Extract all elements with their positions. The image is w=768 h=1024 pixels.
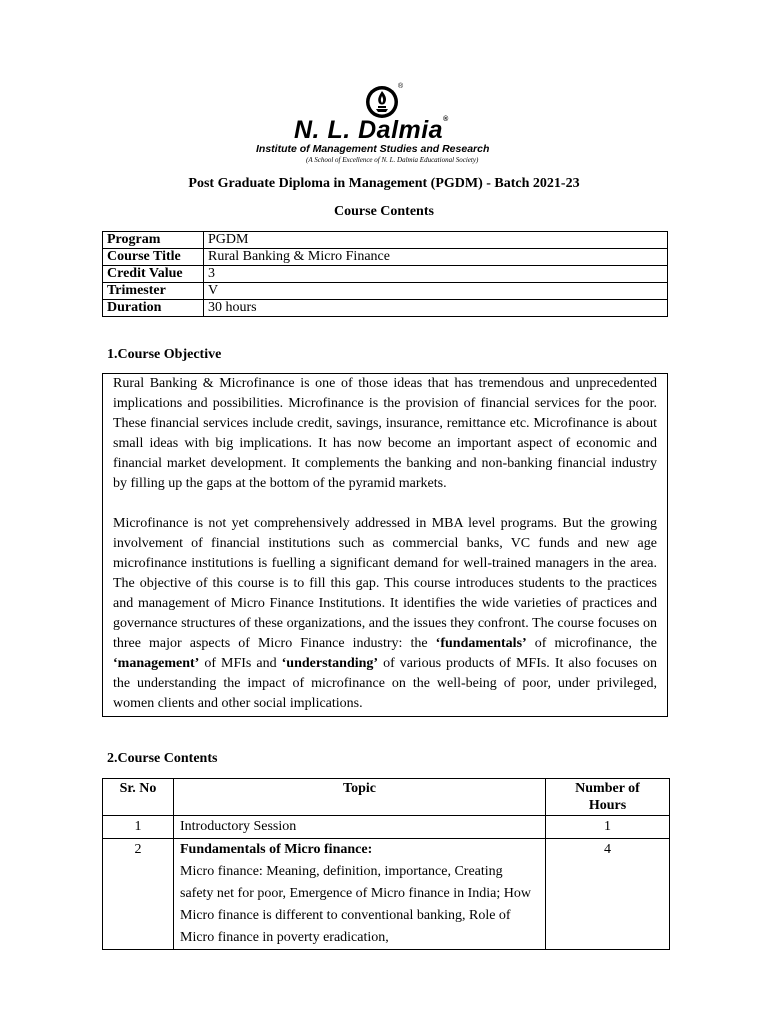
- row-topic: [174, 816, 546, 839]
- term-understanding: ‘understanding’: [281, 656, 379, 671]
- brand-name: [294, 116, 449, 145]
- info-value: 3: [204, 266, 668, 283]
- info-row: [103, 266, 668, 283]
- contents-heading: 2.Course Contents: [107, 751, 218, 766]
- info-value: 30 hours: [204, 300, 668, 317]
- col-hours: [546, 779, 670, 816]
- col-hours-line2: Hours: [588, 798, 627, 813]
- brand-text: N. L. Dalmia: [294, 116, 444, 144]
- info-row: [103, 300, 668, 317]
- row-hours: 1: [546, 816, 670, 839]
- term-fundamentals: ‘fundamentals’: [435, 636, 527, 651]
- row-topic-title: Introductory Session: [180, 819, 297, 834]
- lamp-emblem-icon: [364, 84, 400, 120]
- registered-mark: ®: [398, 83, 404, 90]
- course-contents-table: [102, 778, 670, 950]
- contents-header-row: [103, 779, 670, 816]
- col-topic: Topic: [174, 779, 546, 816]
- info-value: V: [204, 283, 668, 300]
- objective-heading: 1.Course Objective: [107, 347, 222, 362]
- para2-end: of various products of MFIs. It also focuses on the understanding the impact of microfinance on the well-being of poor, under privileged, women clients and other social implications.: [113, 656, 657, 711]
- info-label: Course Title: [103, 249, 204, 266]
- info-value: Rural Banking & Micro Finance: [204, 249, 668, 266]
- info-row: [103, 249, 668, 266]
- col-sr-no: Sr. No: [103, 779, 174, 816]
- table-row: [103, 839, 670, 950]
- objective-paragraph-2: [113, 514, 657, 714]
- course-info-table: [102, 231, 668, 317]
- info-row: [103, 232, 668, 249]
- info-value: PGDM: [204, 232, 668, 249]
- row-sr-no: 1: [103, 816, 174, 839]
- page-subtitle: Course Contents: [334, 204, 434, 219]
- term-management: ‘management’: [113, 656, 200, 671]
- brand-registered-mark: ®: [443, 116, 449, 123]
- para2-intro: Microfinance is not yet comprehensively addressed in MBA level programs. But the growing involvement of financial institutions such as commercial banks, VC funds and new age microfinance institutions is fuelling a significant demand for well-trained managers in the area. The objective of this course is to fill this gap. This course introduces students to the practices and management of Micro Finance Institutions. It identifies the wide varieties of practices and governance structures of these organizations, and the issues they confront. The course focuses on three major aspects of Micro Finance industry: the: [113, 516, 657, 651]
- info-row: [103, 283, 668, 300]
- objective-paragraph-1: Rural Banking & Microfinance is one of those ideas that has tremendous and unprecedented implications and possibilities. Microfinance is the provision of financial services for the poor. These financial services include credit, savings, insurance, remittance etc. Microfinance is about small ideas with big implications. It has now become an important aspect of economic and financial market development. It complements the banking and non-banking financial industry by filling up the gaps at the bottom of the pyramid markets.: [113, 376, 657, 491]
- objective-box: [102, 373, 668, 717]
- row-sr-no: 2: [103, 839, 174, 950]
- institute-name: Institute of Management Studies and Research: [256, 143, 490, 155]
- row-topic-title: Fundamentals of Micro finance:: [180, 842, 373, 857]
- table-row: [103, 816, 670, 839]
- institute-tagline: (A School of Excellence of N. L. Dalmia Educational Society): [306, 156, 479, 164]
- row-topic: [174, 839, 546, 950]
- program-title: Post Graduate Diploma in Management (PGDM) - Batch 2021-23: [188, 176, 580, 191]
- info-label: Trimester: [103, 283, 204, 300]
- institute-logo: [0, 84, 768, 166]
- info-label: Duration: [103, 300, 204, 317]
- row-topic-body: Micro finance: Meaning, definition, importance, Creating safety net for poor, Emergence of Micro finance in India; How Micro finance is different to conventional banking, Role of Micro finance in poverty eradication,: [180, 864, 531, 945]
- para2-mid1: of microfinance, the: [526, 636, 657, 651]
- info-label: Program: [103, 232, 204, 249]
- row-hours: 4: [546, 839, 670, 950]
- para2-mid2: of MFIs and: [199, 656, 282, 671]
- info-label: Credit Value: [103, 266, 204, 283]
- col-hours-line1: Number of: [575, 781, 640, 796]
